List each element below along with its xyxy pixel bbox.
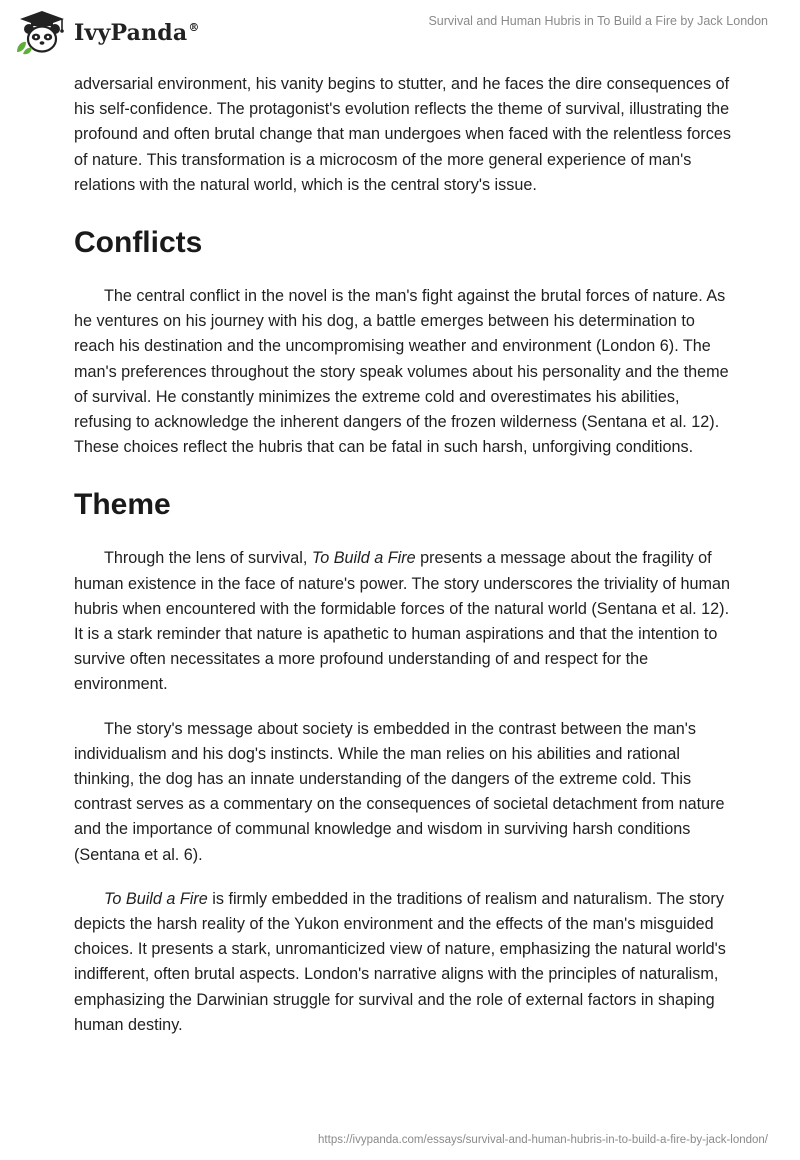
theme-paragraph-1: Through the lens of survival, To Build a Fire presents a message about the fragility of human existence in the face of nature's power. The story underscores the triviality of human hubris when encountered with the formidable forces of the natural world (Sentana et al. 12). It is a stark reminder that nature is apathetic to human aspirations and that the intention to survive often necessitates a more profound understanding of and respect for the environment. [74,549,731,694]
essay-body [74,72,734,1057]
page-header [0,0,800,64]
conflicts-paragraph: The central conflict in the novel is the man's fight against the brutal forces of nature. As he ventures on his journey with his dog, a battle emerges between his determination to reach his destination and the uncompromising weather and environment (London 6). The man's preferences throughout the story speak volumes about his personality and the theme of survival. He constantly minimizes the extreme cold and overestimates his abilities, refusing to acknowledge the inherent dangers of the frozen wilderness (Sentana et al. 12). These choices reflect the hubris that can be fatal in such harsh, unforgiving conditions. [74,287,729,457]
book-title: To Build a Fire [104,889,208,908]
conflicts-heading: Conflicts [74,226,203,260]
theme-paragraph-2: The story's message about society is embedded in the contrast between the man's individualism and his dog's instincts. While the man relies on his abilities and rational thinking, the dog has an innate understanding of the dangers of the extreme cold. This contrast serves as a commentary on the consequences of societal detachment from nature and the importance of communal knowledge and wisdom in surviving harsh conditions (Sentana et al. 6). [74,719,725,864]
theme-heading: Theme [74,488,171,522]
intro-paragraph: adversarial environment, his vanity begins to stutter, and he faces the dire consequences of his self-confidence. The protagonist's evolution reflects the theme of survival, illustrating the profound and often brutal change that man undergoes when faced with the relentless forces of nature. This transformation is a microcosm of the more general experience of man's relations with the natural world, which is the central story's issue. [74,75,731,194]
document-title: Survival and Human Hubris in To Build a Fire by Jack London [428,14,768,28]
brand-name: IvyPanda® [74,20,200,46]
ivypanda-logo[interactable] [14,8,200,56]
source-url[interactable]: https://ivypanda.com/essays/survival-and-human-hubris-in-to-build-a-fire-by-jack-london/ [318,1134,768,1146]
panda-graduate-icon [14,8,70,56]
theme-paragraph-3: To Build a Fire is firmly embedded in the traditions of realism and naturalism. The story depicts the harsh reality of the Yukon environment and the effects of the man's misguided choices. It presents a stark, unromanticized view of nature, emphasizing the natural world's indifferent, often brutal aspects. London's narrative aligns with the principles of naturalism, emphasizing the Darwinian struggle for survival and the role of external factors in shaping human destiny. [74,889,726,1034]
book-title: To Build a Fire [311,549,416,568]
